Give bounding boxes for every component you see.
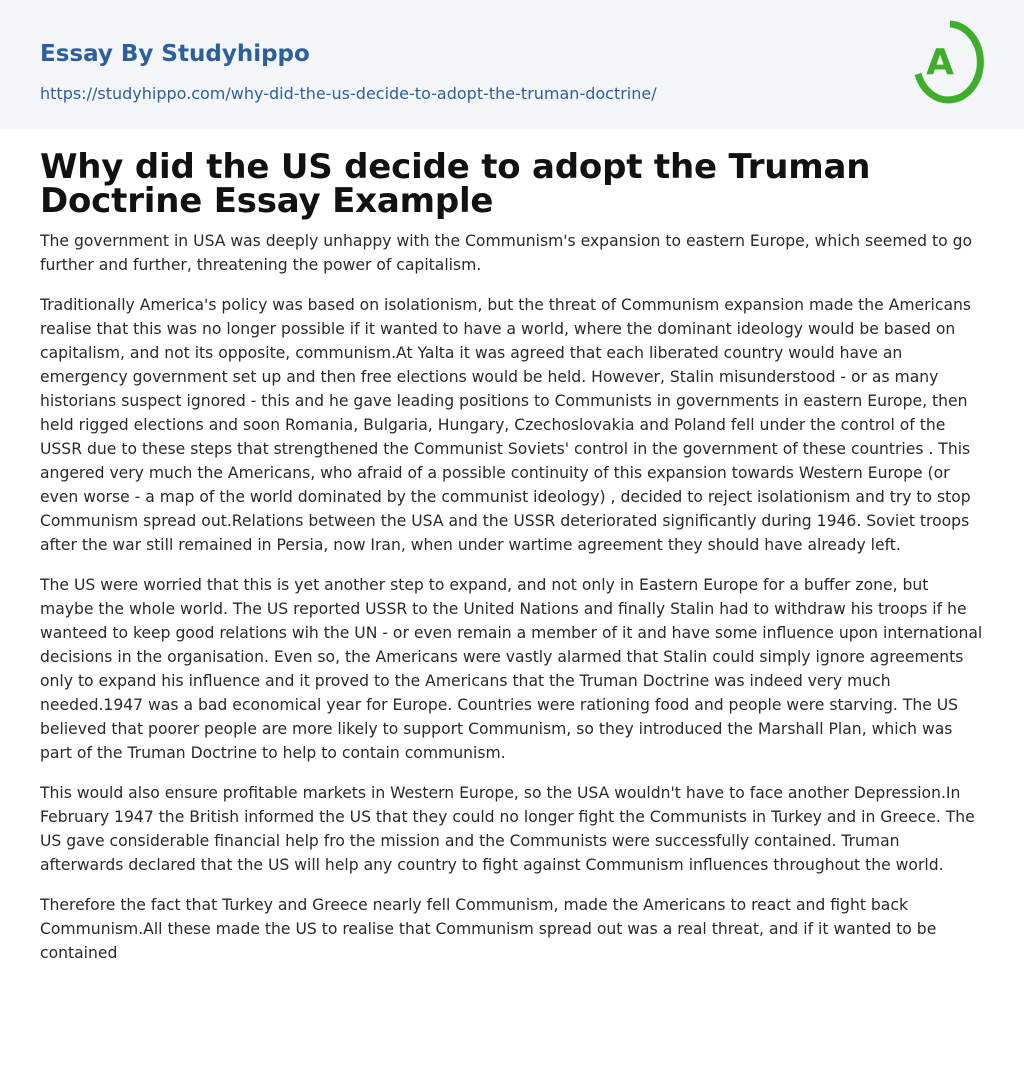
brand-title[interactable]: Essay By Studyhippo [40,41,310,67]
paragraph: This would also ensure profitable markets in Western Europe, so the USA wouldn't have to face another Depression.In February 1947 the British informed the US that they could no longer fight the Communists in Turkey and in Greece. The US gave considerable financial help fro the mission and the Communists were successfully contained. Truman afterwards declared that the US will help any country to fight against Communism influences throughout the world. [40,784,975,874]
site-header [0,0,1024,129]
paragraph: The government in USA was deeply unhappy with the Communism's expansion to eastern Europe, which seemed to go further and further, threatening the power of capitalism. [40,232,973,274]
article-body [0,229,1024,965]
paragraph: Traditionally America's policy was based on isolationism, but the threat of Communism expansion made the Americans realise that this was no longer possible if it wanted to have a world, where the dominant ideology would be based on capitalism, and not its opposite, communism.At Yalta it was agreed that each liberated country would have an emergency government set up and then free elections would be held. However, Stalin misunderstood - or as many historians suspect ignored - this and he gave leading positions to Communists in governments in eastern Europe, then held rigged elections and soon Romania, Bulgaria, Hungary, Czechoslovakia and Poland fell under the control of the USSR due to these steps that strengthened the Communist Soviets' control in the government of these countries . This angered very much the Americans, who afraid of a possible continuity of this expansion towards Western Europe (or even worse - a map of the world dominated by the communist ideology) , decided to reject isolationism and try to stop Communism spread out.Relations between the USA and the USSR deteriorated significantly during 1946. Soviet troops after the war still remained in Persia, now Iran, when under wartime agreement they should have already left. [40,296,972,554]
paragraph: Therefore the fact that Turkey and Greece nearly fell Communism, made the Americans to react and fight back Communism.All these made the US to realise that Communism spread out was a real threat, and if it wanted to be contained [40,896,937,962]
logo-icon[interactable] [912,18,988,106]
source-url-link[interactable]: https://studyhippo.com/why-did-the-us-decide-to-adopt-the-truman-doctrine/ [40,84,657,103]
logo-letter: A [926,42,954,83]
paragraph: The US were worried that this is yet another step to expand, and not only in Eastern Europe for a buffer zone, but maybe the whole world. The US reported USSR to the United Nations and finally Stalin had to withdraw his troops if he wanteed to keep good relations wih the UN - or even remain a member of it and have some influence upon international decisions in the organisation. Even so, the Americans were vastly alarmed that Stalin could simply ignore agreements only to expand his influence and it proved to the Americans that the Truman Doctrine was indeed very much needed.1947 was a bad economical year for Europe. Countries were rationing food and people were starving. The US believed that poorer people are more likely to support Communism, so they introduced the Marshall Plan, which was part of the Truman Doctrine to help to contain communism. [40,576,983,762]
page-title: Why did the US decide to adopt the Truman Doctrine Essay Example [40,147,871,221]
